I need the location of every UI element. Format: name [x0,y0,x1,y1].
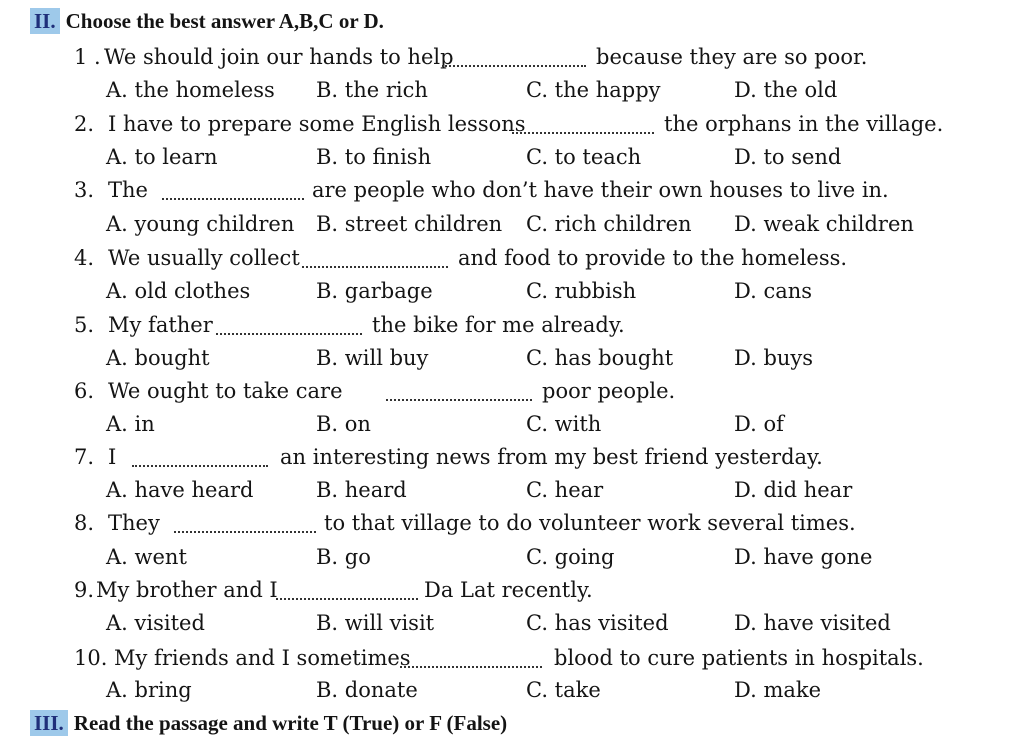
question [0,508,1024,538]
option-c[interactable]: C. rubbish [526,279,637,303]
option-c[interactable]: C. has visited [526,611,669,635]
question-number: 5. [74,313,95,337]
next-section-heading [30,708,507,738]
option-d[interactable]: D. buys [734,346,814,370]
question [0,310,1024,340]
question-number: 6. [74,379,95,403]
option-d[interactable]: D. have gone [734,545,873,569]
option-a[interactable]: A. to learn [106,145,218,169]
option-c[interactable]: C. with [526,412,602,436]
question-continuation: to that village to do volunteer work several times. [324,511,856,535]
option-a[interactable]: A. bring [106,678,192,702]
question-number: 1 . [74,45,101,69]
question [0,442,1024,472]
answer-options [0,475,1024,505]
option-a[interactable]: A. the homeless [106,78,275,102]
question-number: 3. [74,178,95,202]
answer-blank[interactable] [302,264,448,268]
option-b[interactable]: B. will buy [316,346,429,370]
answer-blank[interactable] [400,664,542,668]
answer-options [0,675,1024,705]
option-b[interactable]: B. donate [316,678,418,702]
question-stem: My brother and I [96,578,278,602]
answer-options [0,142,1024,172]
option-a[interactable]: A. young children [106,212,295,236]
option-b[interactable]: B. on [316,412,371,436]
answer-options [0,608,1024,638]
answer-blank[interactable] [132,463,268,467]
answer-blank[interactable] [386,397,532,401]
question-continuation: and food to provide to the homeless. [458,246,848,270]
answer-options [0,75,1024,105]
option-d[interactable]: D. the old [734,78,838,102]
question [0,175,1024,205]
option-c[interactable]: C. hear [526,478,604,502]
answer-options [0,409,1024,439]
option-d[interactable]: D. weak children [734,212,914,236]
question [0,243,1024,273]
question-stem: We should join our hands to help [104,45,454,69]
question-continuation: poor people. [542,379,676,403]
question-number: 10. [74,646,108,670]
option-a[interactable]: A. old clothes [106,279,251,303]
question-stem: I have to prepare some English lessons [108,112,526,136]
answer-options [0,542,1024,572]
question-continuation: the orphans in the village. [664,112,944,136]
option-d[interactable]: D. have visited [734,611,891,635]
option-b[interactable]: B. garbage [316,279,433,303]
option-a[interactable]: A. have heard [106,478,254,502]
answer-blank[interactable] [216,331,362,335]
question-stem: I [108,445,117,469]
next-section-title: Read the passage and write T (True) or F (False) [73,710,508,735]
question-continuation: an interesting news from my best friend yesterday. [280,445,823,469]
option-b[interactable]: B. go [316,545,371,569]
answer-blank[interactable] [276,596,418,600]
answer-blank[interactable] [174,529,316,533]
question-stem: They [108,511,160,535]
option-d[interactable]: D. to send [734,145,842,169]
option-b[interactable]: B. to finish [316,145,432,169]
option-d[interactable]: D. did hear [734,478,853,502]
option-b[interactable]: B. street children [316,212,503,236]
question-continuation: are people who don’t have their own houses to live in. [312,178,889,202]
section-heading [30,7,384,35]
option-d[interactable]: D. make [734,678,822,702]
question-number: 8. [74,511,95,535]
question-number: 7. [74,445,95,469]
answer-blank[interactable] [512,130,654,134]
answer-blank[interactable] [442,63,586,67]
question-continuation: Da Lat recently. [424,578,593,602]
question-stem: We ought to take care [108,379,343,403]
question [0,42,1024,72]
question-continuation: the bike for me already. [372,313,625,337]
question-stem: We usually collect [108,246,300,270]
option-d[interactable]: D. cans [734,279,813,303]
option-b[interactable]: B. heard [316,478,407,502]
section-title: Choose the best answer A,B,C or D. [65,8,384,33]
question-stem: The [108,178,148,202]
next-section-number: III. [30,710,68,736]
question-number: 9. [74,578,95,602]
option-c[interactable]: C. has bought [526,346,674,370]
option-b[interactable]: B. will visit [316,611,435,635]
answer-options [0,209,1024,239]
option-c[interactable]: C. rich children [526,212,692,236]
question [0,575,1024,605]
question-number: 2. [74,112,95,136]
question-continuation: blood to cure patients in hospitals. [554,646,924,670]
question-number: 4. [74,246,95,270]
answer-blank[interactable] [162,196,304,200]
question-stem: My friends and I sometimes [114,646,411,670]
option-c[interactable]: C. to teach [526,145,642,169]
option-a[interactable]: A. went [106,545,187,569]
answer-options [0,343,1024,373]
option-a[interactable]: A. visited [106,611,205,635]
option-c[interactable]: C. going [526,545,615,569]
option-b[interactable]: B. the rich [316,78,428,102]
option-a[interactable]: A. bought [106,346,210,370]
option-d[interactable]: D. of [734,412,784,436]
question [0,643,1024,673]
question [0,109,1024,139]
question-continuation: because they are so poor. [596,45,868,69]
question-stem: My father [108,313,213,337]
option-a[interactable]: A. in [106,412,155,436]
question [0,376,1024,406]
section-number: II. [30,8,60,34]
option-c[interactable]: C. the happy [526,78,661,102]
option-c[interactable]: C. take [526,678,601,702]
answer-options [0,276,1024,306]
